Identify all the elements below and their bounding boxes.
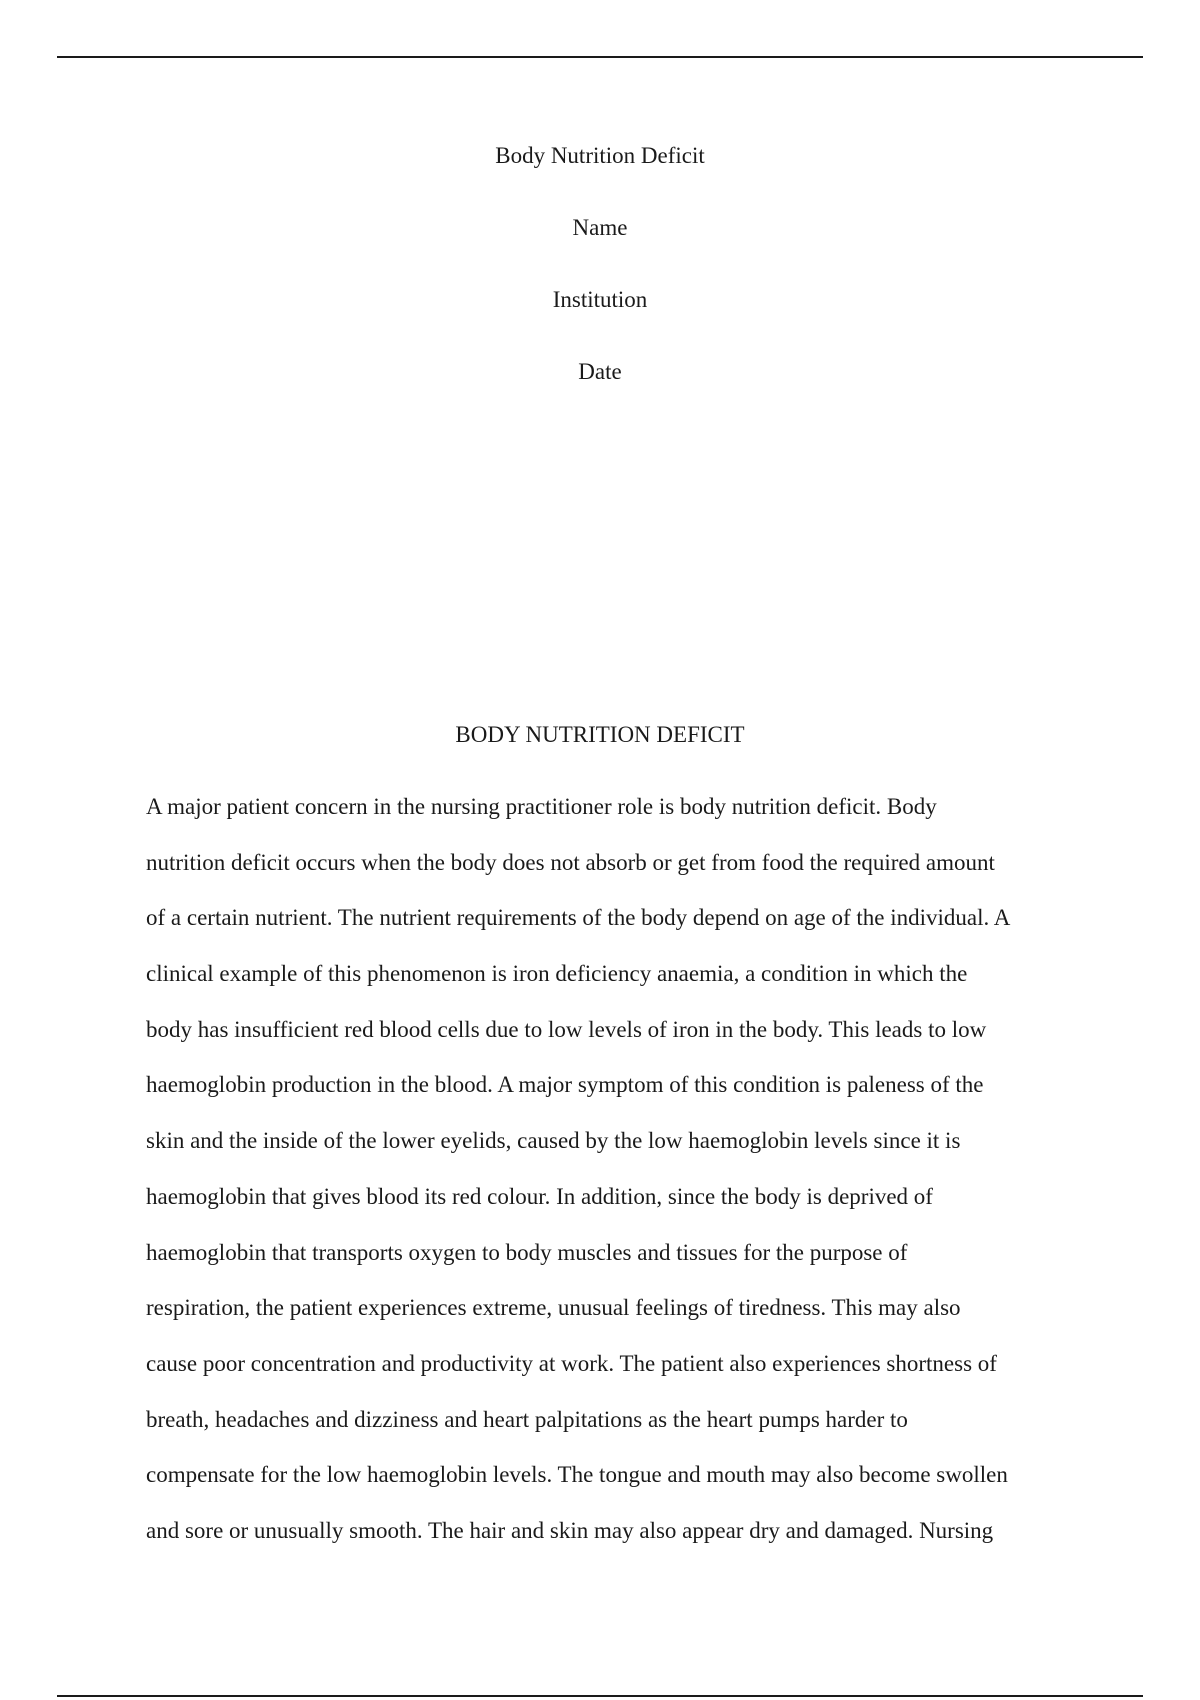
paragraph-line: respiration, the patient experiences extreme, unusual feelings of tiredness. This may also	[146, 1295, 961, 1321]
paragraph-line: breath, headaches and dizziness and heart palpitations as the heart pumps harder to	[146, 1406, 908, 1432]
paragraph-line: haemoglobin that gives blood its red colour. In addition, since the body is deprived of	[146, 1183, 933, 1209]
paragraph-line: body has insufficient red blood cells due to low levels of iron in the body. This leads to low	[146, 1016, 987, 1042]
paragraph-line: of a certain nutrient. The nutrient requirements of the body depend on age of the individual. A	[146, 905, 1011, 931]
cover-title-block	[0, 143, 1200, 431]
bottom-page-rule	[57, 1695, 1143, 1697]
essay-heading: BODY NUTRITION DEFICIT	[455, 722, 745, 747]
author-name: Name	[572, 215, 628, 240]
document-date: Date	[578, 359, 622, 384]
paragraph-line: clinical example of this phenomenon is iron deficiency anaemia, a condition in which the	[146, 961, 968, 987]
document-title: Body Nutrition Deficit	[495, 143, 705, 168]
paragraph-line: skin and the inside of the lower eyelids, caused by the low haemoglobin levels since it is	[146, 1128, 961, 1154]
institution-name: Institution	[552, 287, 648, 312]
paragraph-line: compensate for the low haemoglobin levels. The tongue and mouth may also become swollen	[146, 1462, 1008, 1488]
essay-body-paragraph	[146, 794, 1066, 1574]
paragraph-line: and sore or unusually smooth. The hair and skin may also appear dry and damaged. Nursing	[146, 1517, 994, 1543]
paragraph-line: haemoglobin that transports oxygen to body muscles and tissues for the purpose of	[146, 1239, 908, 1265]
paragraph-line: haemoglobin production in the blood. A major symptom of this condition is paleness of the	[146, 1072, 984, 1098]
top-page-rule	[57, 56, 1143, 58]
paragraph-line: nutrition deficit occurs when the body does not absorb or get from food the required amount	[146, 849, 995, 875]
paragraph-line: cause poor concentration and productivity at work. The patient also experiences shortness of	[146, 1350, 997, 1376]
paragraph-line: A major patient concern in the nursing practitioner role is body nutrition deficit. Body	[146, 794, 937, 819]
